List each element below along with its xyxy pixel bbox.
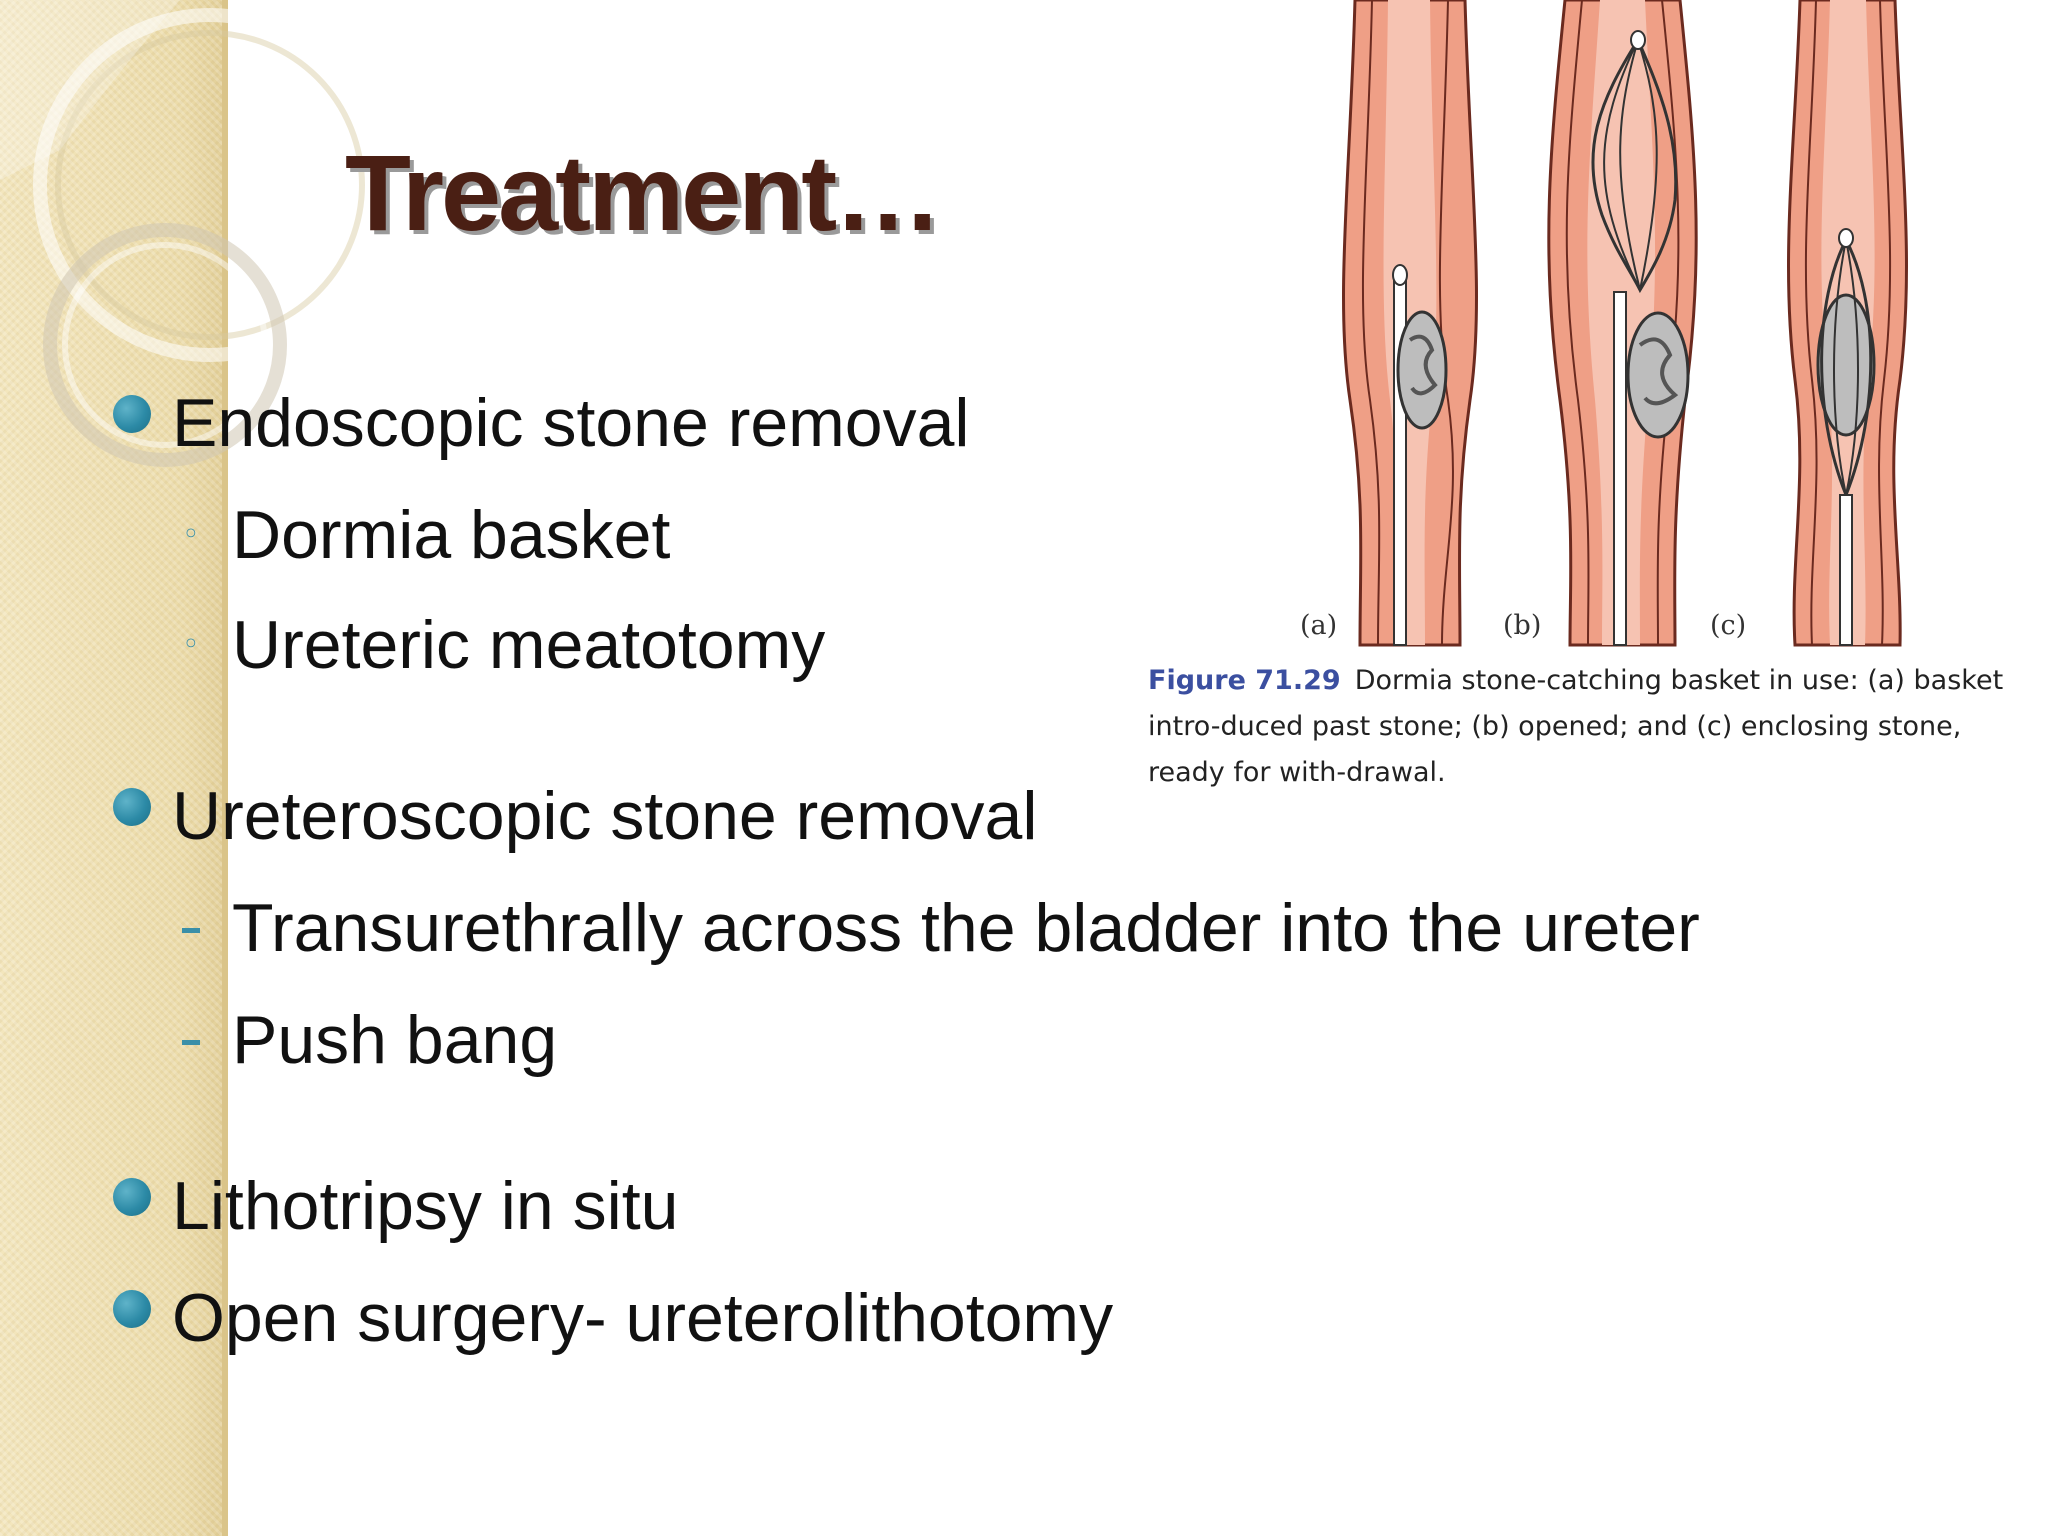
sub-item-push-bang: Push bang <box>232 1002 558 1078</box>
bullet-ureteroscopic-stone-removal: Ureteroscopic stone removal <box>172 778 1038 854</box>
figure-number: Figure 71.29 <box>1148 665 1341 696</box>
sub-bullet-dash <box>182 928 200 933</box>
bullet-dot <box>113 1178 151 1216</box>
bullet-dot <box>113 1290 151 1328</box>
figure-caption <box>1148 658 2028 796</box>
bullet-open-surgery: Open surgery- ureterolithotomy <box>172 1280 1114 1356</box>
ureter-panel-c <box>1789 0 1907 645</box>
sub-bullet-circle: ◦ <box>182 517 200 552</box>
bullet-lithotripsy-in-situ: Lithotripsy in situ <box>172 1168 679 1244</box>
figure-caption-text: Dormia stone-catching basket in use: (a) basket intro-duced past stone; (b) opened; and (c) enclosing stone, ready for with-drawal. <box>1148 665 2004 788</box>
slide-title: Treatment… <box>345 132 940 253</box>
bullet-endoscopic-stone-removal: Endoscopic stone removal <box>172 385 970 461</box>
sub-item-ureteric-meatotomy: Ureteric meatotomy <box>232 607 826 683</box>
ureter-panel-a <box>1344 0 1477 645</box>
ureter-panel-b <box>1549 0 1696 645</box>
figure-panel-label-c: (c) <box>1710 610 1747 641</box>
sub-bullet-circle: ◦ <box>182 627 200 662</box>
bullet-dot <box>113 395 151 433</box>
sub-item-transurethrally: Transurethrally across the bladder into the ureter <box>232 890 1700 966</box>
sub-bullet-dash <box>182 1040 200 1045</box>
figure-panel-label-a: (a) <box>1300 610 1338 641</box>
sub-item-dormia-basket: Dormia basket <box>232 497 671 573</box>
figure-panel-label-b: (b) <box>1503 610 1542 641</box>
bullet-dot <box>113 788 151 826</box>
